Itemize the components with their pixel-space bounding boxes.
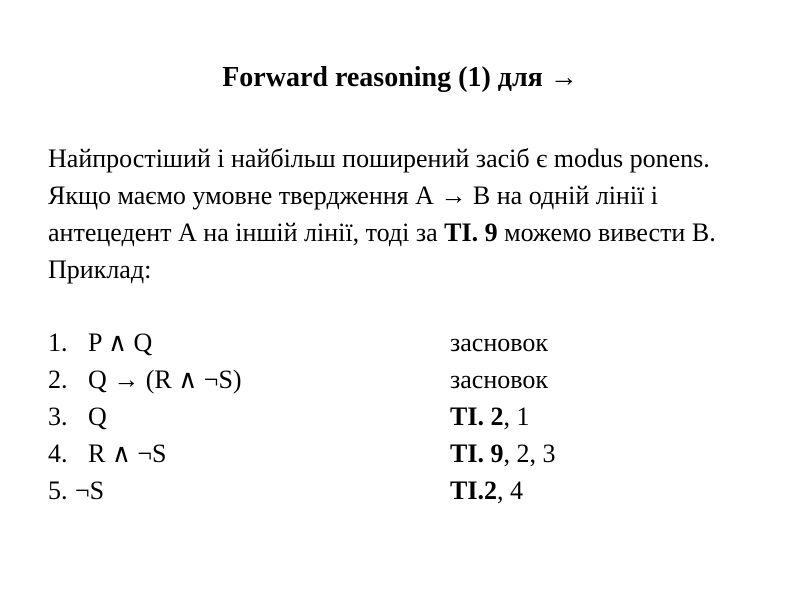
- paragraph-text-end: можемо вивести В.: [497, 218, 716, 247]
- slide-title: Forward reasoning (1) для →: [222, 62, 578, 93]
- step-justification: [450, 324, 548, 361]
- step-justification-rest: , 1: [503, 402, 530, 431]
- step-number: 5.: [48, 476, 68, 505]
- intro-paragraph: [48, 140, 728, 288]
- step-number: 1.: [48, 328, 68, 357]
- step-formula: ¬S: [75, 476, 105, 505]
- step-formula: P ∧ Q: [88, 328, 153, 357]
- step-formula: Q: [88, 402, 107, 431]
- proof-step: [48, 472, 748, 509]
- paragraph-rule-ref: TI. 9: [444, 218, 498, 247]
- step-number: 4.: [48, 439, 68, 468]
- paragraph-text: Найпростіший і найбільш поширений засіб є modus ponens. Якщо маємо умовне твердження А → В на одній лінії і антецедент А на іншій лінії, тоді за: [48, 144, 710, 247]
- step-justification-rest: , 4: [496, 476, 523, 505]
- step-justification-rest: , 2, 3: [503, 439, 556, 468]
- step-rule: TI. 9: [450, 439, 504, 468]
- step-justification-rest: засновок: [450, 365, 548, 394]
- step-rule: TI. 2: [450, 402, 504, 431]
- step-number: 2.: [48, 365, 68, 394]
- proof-step: [48, 398, 748, 435]
- step-justification: [450, 361, 548, 398]
- proof-steps: [48, 324, 748, 509]
- proof-step: [48, 324, 748, 361]
- step-number: 3.: [48, 402, 68, 431]
- step-justification: [450, 398, 529, 435]
- step-formula: Q → (R ∧ ¬S): [88, 365, 242, 394]
- proof-step: [48, 361, 748, 398]
- example-label: Приклад:: [48, 255, 152, 284]
- step-justification: [450, 472, 523, 509]
- step-justification-rest: засновок: [450, 328, 548, 357]
- step-justification: [450, 435, 555, 472]
- step-formula: R ∧ ¬S: [88, 439, 167, 468]
- step-rule: TI.2: [450, 476, 497, 505]
- proof-step: [48, 435, 748, 472]
